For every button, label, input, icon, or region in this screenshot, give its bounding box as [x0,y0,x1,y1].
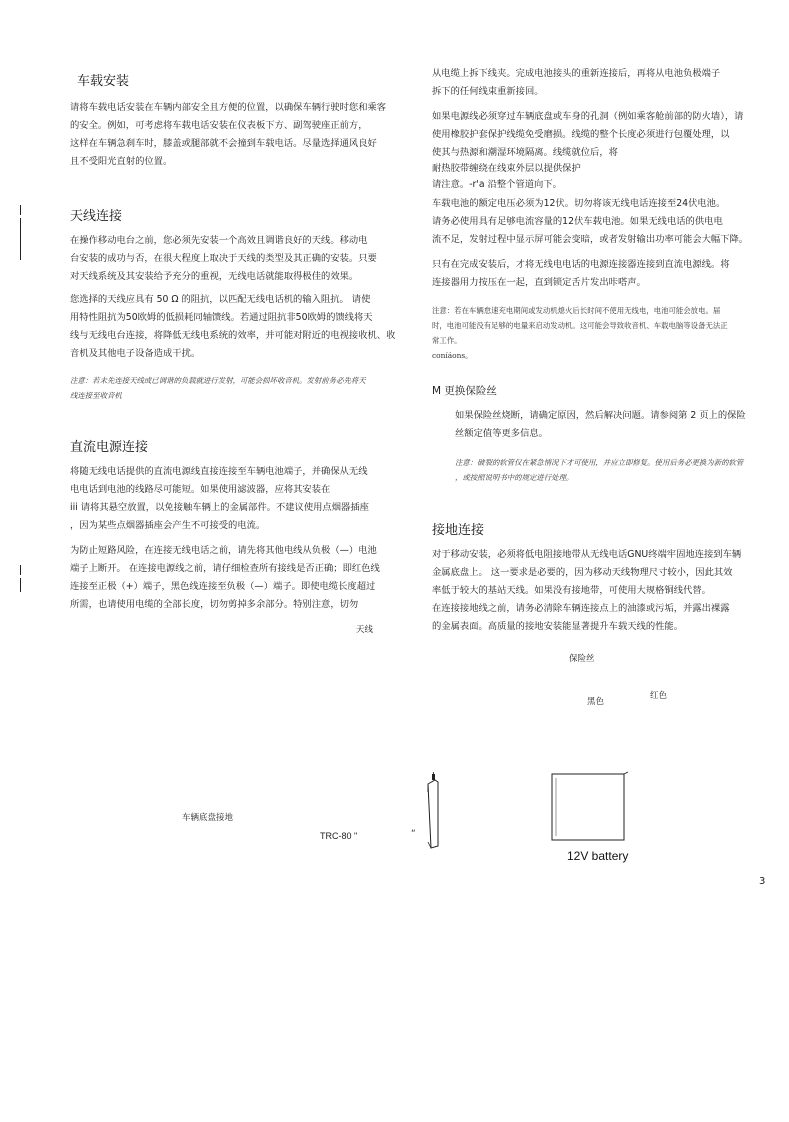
antenna-paragraph-2: 您选择的天线应具有 50 Ω 的阻抗，以匹配无线电话机的输入阻抗。 请使 用特性阻抗为50欧姆的低损耗同轴馈线。若通过阻抗非50欧姆的馈线将天 线与无线电台连接，将降低无线电系统的效率，并可能对附近的电视接收机、收 音机及其他电子设备造成干扰。 [70,294,396,359]
label-radio-model: TRC-80 " [320,831,358,841]
section-title-dc-power: 直流电源连接 [70,440,149,455]
margin-mark [20,578,21,592]
section-title-ground: 接地连接 [432,523,485,538]
label-battery: 12V battery [567,849,629,863]
margin-mark [20,205,21,215]
section-title-fuse: M 更换保险丝 [432,385,497,397]
fuse-paragraph: 如果保险丝烧断，请确定原因，然后解决问题。请参阅第 2 页上的保险 丝额定值等更多信息。 [455,410,746,439]
connector-paragraph: 只有在完成安装后，才将无线电电话的电源连接器连接到直流电源线。将 连接器用力按压在一起，直到锁定舌片发出咔嗒声。 [432,259,730,288]
fuse-note: 注意：破裂的软管仅在紧急情况下才可使用，并应立即修复。使用后务必更换为新的软管 ，或按照说明书中的规定进行处理。 [455,458,744,482]
page-number: 3 [759,876,766,887]
installation-paragraph: 请将车载电话安装在车辆内部安全且方便的位置，以确保车辆行驶时您和乘客 的安全。例如，可考虑将车载电话安装在仪表板下方、副驾驶座正前方， 这样在车辆急刹车时，膝盖或腿部就不会撞到车载电话。尽量选择通风良好 且不受阳光直射的位置。 [70,102,387,167]
label-quote-mark: “ [411,829,416,839]
margin-mark [20,218,21,260]
radio-unit-drawing [420,772,444,850]
label-chassis-ground: 车辆底盘接地 [182,813,234,823]
label-red-wire: 红色 [650,691,668,701]
battery-note: 注意：若在车辆怠速充电期间或发动机熄火后长时间不使用无线电，电池可能会放电。届 时，电池可能没有足够的电量来启动发动机。这可能会导致收音机、车载电脑等设备无法正 常工作。 coníáons。 [432,306,728,360]
antenna-paragraph-1: 在操作移动电台之前，您必须先安装一个高效且调谐良好的天线。移动电 台安装的成功与否，在很大程度上取决于天线的类型及其正确的安装。只要 对天线系统及其安装给予充分的重视，无线电话就能取得极佳的效果。 [70,235,377,282]
section-title-antenna: 天线连接 [70,209,123,224]
label-antenna: 天线 [356,625,374,635]
battery-voltage-paragraph: 车载电池的额定电压必须为12伏。切勿将该无线电话连接至24伏电池。 请务必使用具有足够电流容量的12伏车载电池。如果无线电话的供电电 流不足，发射过程中显示屏可能会变暗，或者发射输出功率可能会大幅下降。 [432,198,749,245]
dc-power-paragraph-2: 为防止短路风险，在连接无线电话之前，请先将其他电线从负极（—）电池 端子上断开。 在连接电源线之前，请仔细检查所有接线是否正确；即红色线 连接至正极（+）端子，黑色线连接至负极（—）端子。即使电缆长度超过 所需，也请使用电缆的全部长度，切勿剪掉多余部分。特别注意，切勿 [70,545,380,610]
dc-power-paragraph-1: 将随无线电话提供的直流电源线直接连接至车辆电池端子，并确保从无线 电电话到电池的线路尽可能短。如果使用滤波器，应将其安装在 iii 请将其悬空放置，以免接触车辆上的金属部件。不建议使用点烟器插座 ，因为某些点烟器插座会产生不可接受的电流。 [70,466,369,531]
battery-drawing [546,770,632,842]
label-black-wire: 黑色 [587,697,605,707]
ground-paragraph: 对于移动安装，必须将低电阻接地带从无线电话GNU终端牢固地连接到车辆 金属底盘上。 这一要求是必要的，因为移动天线物理尺寸较小，因此其效 率低于较大的基站天线。如果没有接地带，可使用大规格铜线代替。 在连接接地线之前，请务必清除车辆连接点上的油漆或污垢，并露出裸露 的金属表面。高质量的接地安装能显著提升车载天线的性能。 [432,549,742,632]
antenna-note: 注意：若未先连接天线或已调谐的负载就进行发射，可能会损坏收音机。发射前务必先将天 线连接至收音机 [70,376,366,400]
margin-mark [20,565,21,575]
continued-paragraph: 从电缆上拆下线夹。完成电池接头的重新连接后，再将从电池负极端子 拆下的任何线束重新接回。 [432,68,721,97]
cable-routing-paragraph: 如果电源线必须穿过车辆底盘或车身的孔洞（例如乘客舱前部的防火墙），请 使用橡胶护套保护线缆免受磨损。线缆的整个长度必须进行包覆处理，以 使其与热源和潮湿环境隔离。线缆就位后，将 耐热胶带缠绕在线束外层以提供保护 请注意。-r'a 沿整个管道向下。 [432,111,744,190]
section-title-installation: 车载安装 [77,74,130,89]
label-fuse: 保险丝 [569,654,595,664]
